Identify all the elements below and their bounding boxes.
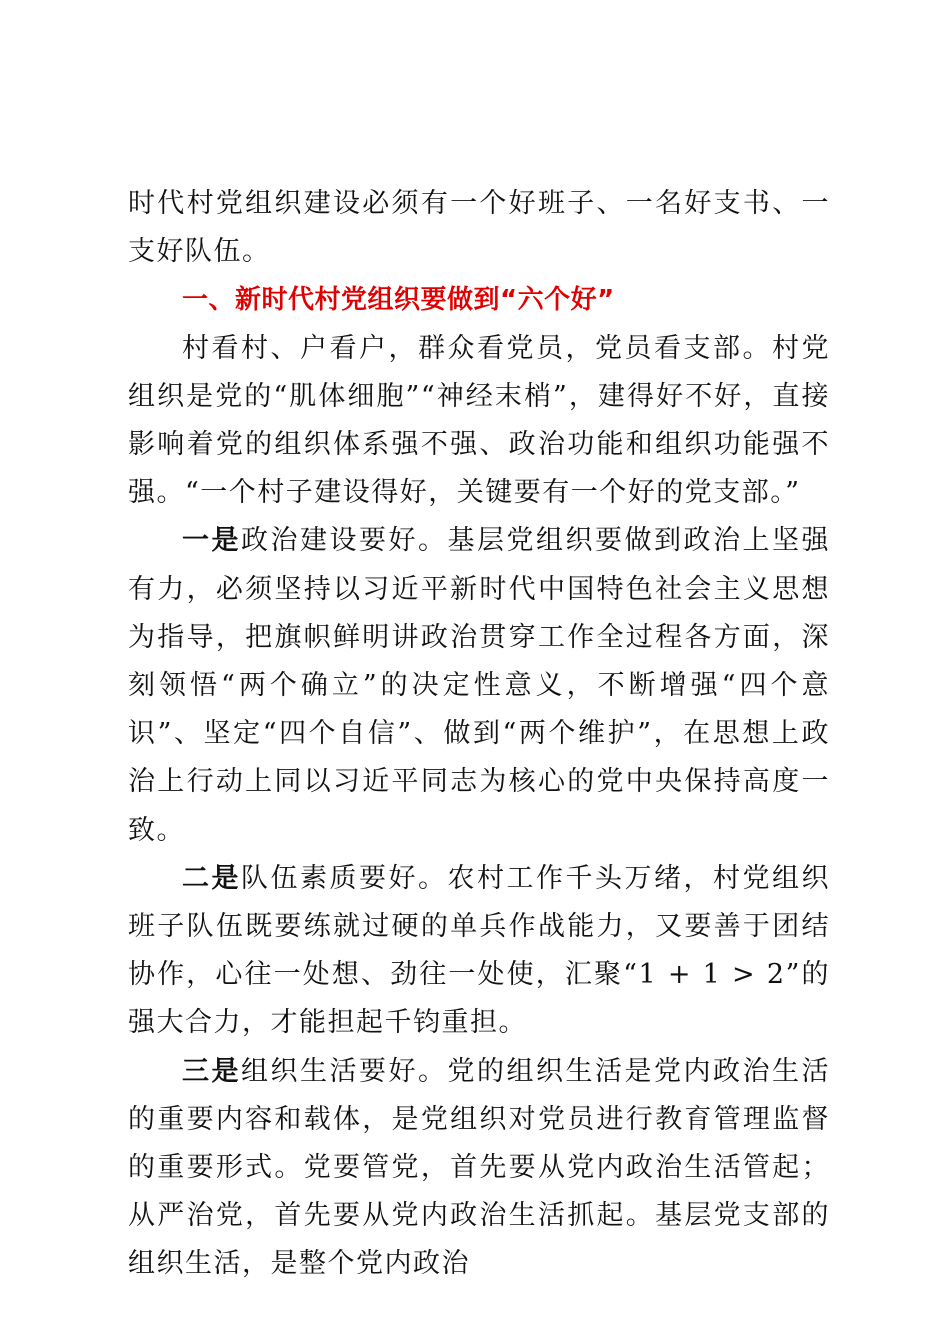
item-lead-1: 一是	[182, 525, 241, 557]
document-page	[128, 180, 830, 1289]
item-paragraph-1	[128, 517, 830, 854]
item-lead-2: 二是	[182, 862, 241, 894]
item-paragraph-3	[128, 1048, 830, 1289]
section-heading: 一、新时代村党组织要做到“六个好”	[182, 285, 615, 316]
item-text-1: 政治建设要好。基层党组织要做到政治上坚强有力，必须坚持以习近平新时代中国特色社会主义思想为指导，把旗帜鲜明讲政治贯穿工作全过程各方面，深刻领悟“两个确立”的决定性意义，不断增强“四个意识”、坚定“四个自信”、做到“两个维护”，在思想上政治上行动上同以习近平同志为核心的党中央保持高度一致。	[128, 525, 830, 846]
item-paragraph-2	[128, 855, 830, 1048]
item-text-3: 组织生活要好。党的组织生活是党内政治生活的重要内容和载体，是党组织对党员进行教育管理监督的重要形式。党要管党，首先要从党内政治生活管起；从严治党，首先要从党内政治生活抓起。基层党支部的组织生活，是整个党内政治	[128, 1055, 830, 1280]
item-lead-3: 三是	[182, 1055, 241, 1087]
paragraph-body: 村看村、户看户，群众看党员，党员看支部。村党组织是党的“肌体细胞”“神经末梢”，建得好不好，直接影响着党的组织体系强不强、政治功能和组织功能强不强。“一个村子建设得好，关键要有一个好的党支部。”	[128, 332, 830, 509]
intro-paragraph: 时代村党组织建设必须有一个好班子、一名好支书、一支好队伍。	[128, 188, 830, 268]
item-text-2: 队伍素质要好。农村工作千头万绪，村党组织班子队伍既要练就过硬的单兵作战能力，又要善于团结协作，心往一处想、劲往一处使，汇聚“1 + 1 > 2”的强大合力，才能担起千钧重担。	[128, 862, 830, 1039]
